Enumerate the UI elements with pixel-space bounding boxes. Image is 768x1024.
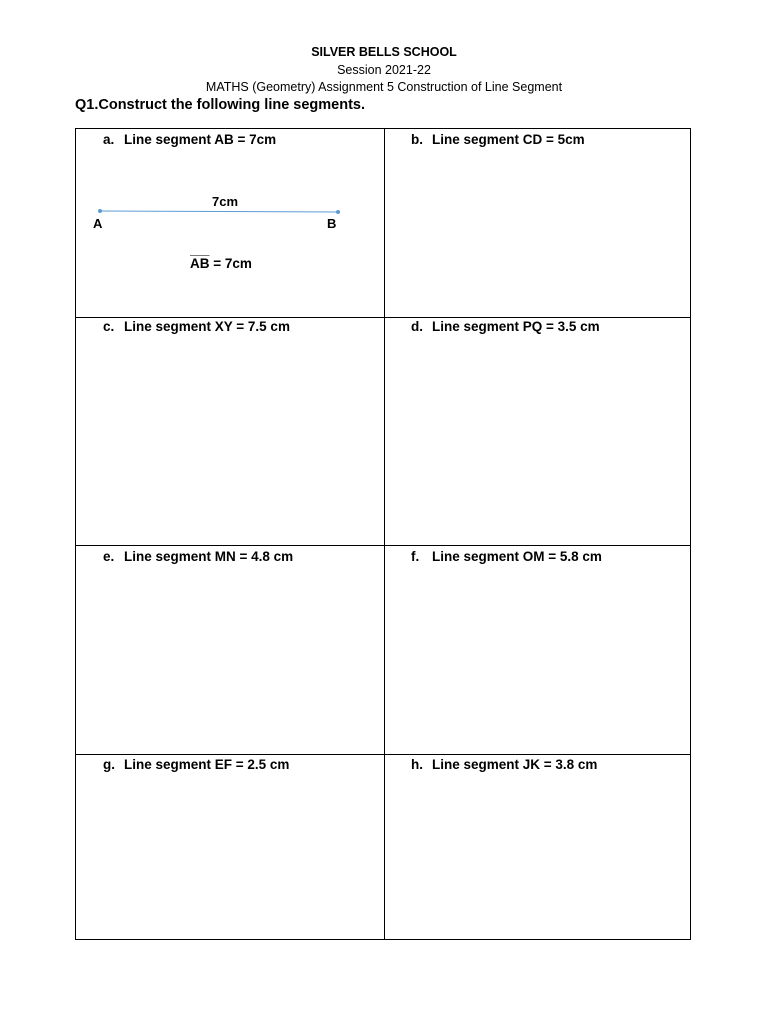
- item-g-letter: g.: [103, 757, 115, 772]
- segment-result: [190, 256, 252, 271]
- item-h-letter: h.: [411, 757, 423, 772]
- item-b: [411, 132, 585, 147]
- item-e-letter: e.: [103, 549, 115, 564]
- item-g-text: Line segment EF = 2.5 cm: [124, 757, 290, 772]
- point-b-label: B: [327, 216, 337, 231]
- item-e-text: Line segment MN = 4.8 cm: [124, 549, 294, 564]
- item-b-text: Line segment CD = 5cm: [432, 132, 585, 147]
- item-e: [103, 549, 293, 564]
- item-a-letter: a.: [103, 132, 115, 147]
- session-line: Session 2021-22: [337, 63, 431, 77]
- item-f: [411, 549, 602, 564]
- item-c-text: Line segment XY = 7.5 cm: [124, 319, 290, 334]
- segment-ab-line: [100, 211, 338, 212]
- grid-row-divider-3: [76, 754, 690, 755]
- grid-row-divider-1: [76, 317, 690, 318]
- item-d: [411, 319, 600, 334]
- assignment-title: MATHS (Geometry) Assignment 5 Construction of Line Segment: [205, 80, 563, 94]
- item-h-text: Line segment JK = 3.8 cm: [432, 757, 598, 772]
- item-f-text: Line segment OM = 5.8 cm: [432, 549, 602, 564]
- point-b-dot: [336, 210, 340, 214]
- item-b-letter: b.: [411, 132, 423, 147]
- item-c: [103, 319, 290, 334]
- item-f-letter: f.: [411, 549, 420, 564]
- item-g: [103, 757, 289, 772]
- worksheet-grid: [75, 128, 691, 940]
- item-h: [411, 757, 597, 772]
- grid-vertical-divider: [384, 129, 385, 939]
- point-a-label: A: [93, 216, 103, 231]
- example-segment-drawing: [76, 129, 384, 317]
- school-name: SILVER BELLS SCHOOL: [311, 45, 457, 59]
- question-heading: Q1.Construct the following line segments.: [75, 97, 366, 113]
- item-d-letter: d.: [411, 319, 423, 334]
- item-d-text: Line segment PQ = 3.5 cm: [432, 319, 600, 334]
- segment-length-label: 7cm: [212, 194, 239, 209]
- item-c-letter: c.: [103, 319, 115, 334]
- segment-result-value: = 7cm: [209, 256, 252, 271]
- item-a-text: Line segment AB = 7cm: [124, 132, 277, 147]
- point-a-dot: [98, 209, 102, 213]
- grid-row-divider-2: [76, 545, 690, 546]
- segment-name-overline: $\overline{AB}$: [190, 256, 210, 271]
